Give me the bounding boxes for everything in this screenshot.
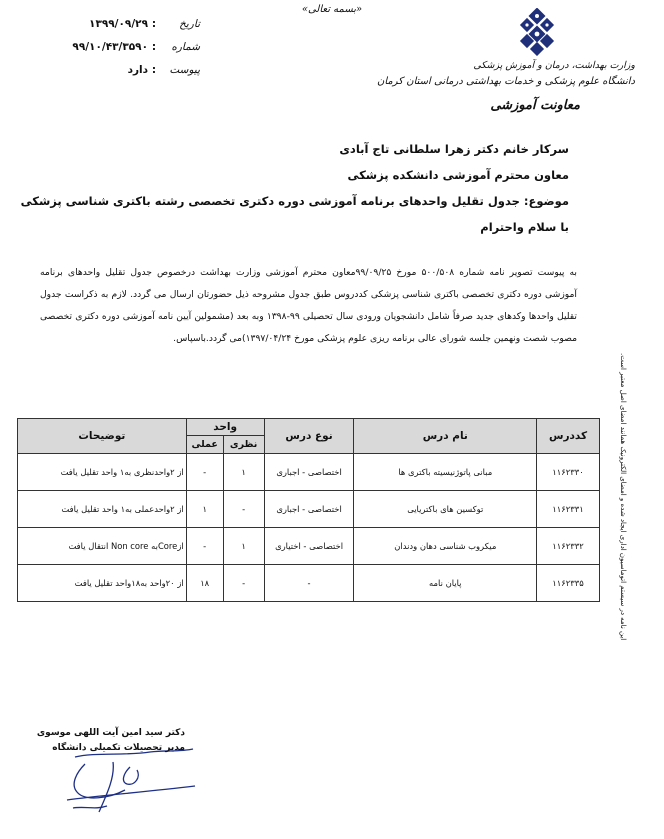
electronic-signature-note: این نامه در سیستم اتوماسیون اداری ایجاد شده و امضای الکترونیک همانند امضای اصل معتبر است.: [619, 352, 627, 640]
table-row: [18, 491, 600, 528]
course-code-cell: ۱۱۶۲۳۳۱: [537, 491, 600, 528]
signatory-title: مدیر تحصیلات تکمیلی دانشگاه: [52, 743, 185, 753]
date-value: ۱۳۹۹/۰۹/۲۹: [89, 18, 148, 30]
recipient-line: سرکار خانم دکتر زهرا سلطانی تاج آبادی: [339, 142, 569, 156]
addressee-block: [20, 136, 569, 240]
ministry-emblem-icon: [519, 8, 555, 56]
practical-units-cell: -: [186, 528, 223, 565]
header-course-name: نام درس: [354, 419, 537, 454]
course-code-cell: ۱۱۶۲۳۳۲: [537, 528, 600, 565]
course-name-cell: مبانی پاتوژنیسیته باکتری ها: [354, 454, 537, 491]
course-name-cell: میکروب شناسی دهان ودندان: [354, 528, 537, 565]
theory-units-cell: ۱: [223, 528, 264, 565]
practical-units-cell: -: [186, 454, 223, 491]
attachment-value: دارد: [127, 64, 148, 76]
number-row: [40, 41, 200, 64]
university-logo: [377, 8, 635, 123]
recipient-position: معاون محترم آموزشی دانشکده پزشکی: [347, 168, 569, 182]
header-notes: توضیحات: [18, 419, 187, 454]
attachment-row: [40, 64, 200, 87]
subject-line: موضوع: جدول تقلیل واحدهای برنامه آموزشی دوره دکتری تخصصی رشته باکتری شناسی پزشکی: [20, 194, 569, 208]
number-label: شماره: [171, 41, 200, 53]
date-colon: :: [151, 18, 157, 30]
greeting-line: با سلام واحترام: [480, 220, 569, 234]
notes-cell: از ۲واحدعملی به۱ واحد تقلیل یافت: [18, 491, 187, 528]
number-colon: :: [151, 41, 157, 53]
header-practical-units: عملی: [186, 436, 223, 454]
letter-meta: [40, 18, 200, 87]
theory-units-cell: -: [223, 565, 264, 602]
department-name: معاونت آموزشی: [490, 98, 580, 113]
date-row: [40, 18, 200, 41]
header-units: واحد: [186, 419, 264, 436]
table-row: [18, 528, 600, 565]
notes-cell: ازCoreبه Non core انتقال یافت: [18, 528, 187, 565]
number-value: ۹۹/۱۰/۴۳/۳۵۹۰: [72, 41, 148, 53]
course-units-table: [17, 418, 600, 602]
attachment-colon: :: [151, 64, 157, 76]
table-row: [18, 565, 600, 602]
notes-cell: از ۲۰واحد به۱۸واحد تقلیل یافت: [18, 565, 187, 602]
header-theory-units: نظری: [223, 436, 264, 454]
course-type-cell: اختصاصی - اختیاری: [264, 528, 354, 565]
date-label: تاریخ: [179, 18, 200, 30]
course-type-cell: اختصاصی - اجباری: [264, 491, 354, 528]
university-name: دانشگاه علوم پزشکی و خدمات بهداشتی درمانی استان کرمان: [377, 76, 635, 87]
course-type-cell: -: [264, 565, 354, 602]
ministry-name: وزارت بهداشت، درمان و آموزش پزشکی: [473, 60, 635, 71]
theory-units-cell: -: [223, 491, 264, 528]
header-course-type: نوع درس: [264, 419, 354, 454]
theory-units-cell: ۱: [223, 454, 264, 491]
practical-units-cell: ۱: [186, 491, 223, 528]
course-code-cell: ۱۱۶۲۳۳۰: [537, 454, 600, 491]
course-type-cell: اختصاصی - اجباری: [264, 454, 354, 491]
course-code-cell: ۱۱۶۲۳۳۵: [537, 565, 600, 602]
table-row: [18, 454, 600, 491]
signatory-name: دکتر سید امین آیت اللهی موسوی: [36, 728, 185, 738]
practical-units-cell: ۱۸: [186, 565, 223, 602]
invocation-heading: «بسمه تعالی»: [301, 4, 363, 15]
attachment-label: پیوست: [169, 64, 200, 76]
signature-block: [36, 722, 205, 822]
header-course-code: کددرس: [537, 419, 600, 454]
letter-body: به پیوست تصویر نامه شماره ۵۰۰/۵۰۸ مورخ ۹۹/۰۹/۲۵معاون محترم آموزشی وزارت بهداشت درخصوص جدول تقلیل واحدهای برنامه آموزشی دوره دکتری تخصصی باکتری شناسی پزشکی کددروس طبق جدول مشروحه ذیل حضورتان ارسال می گردد. لازم به ذکراست جدول تقلیل واحدها وکدهای جدید صرفاً شامل دانشجویان ورودی سال تحصیلی ۹۹-۱۳۹۸ وبه بعد (مشمولین آیین نامه آموزشی دوره دکتری تخصصی مصوب شصت ونهمین جلسه شورای عالی برنامه ریزی علوم پزشکی مورخ ۱۳۹۷/۰۴/۲۴)می گردد.باسپاس.: [40, 267, 577, 344]
notes-cell: از ۲واحدنظری به۱ واحد تقلیل یافت: [18, 454, 187, 491]
course-name-cell: توکسین های باکتریایی: [354, 491, 537, 528]
course-name-cell: پایان نامه: [354, 565, 537, 602]
